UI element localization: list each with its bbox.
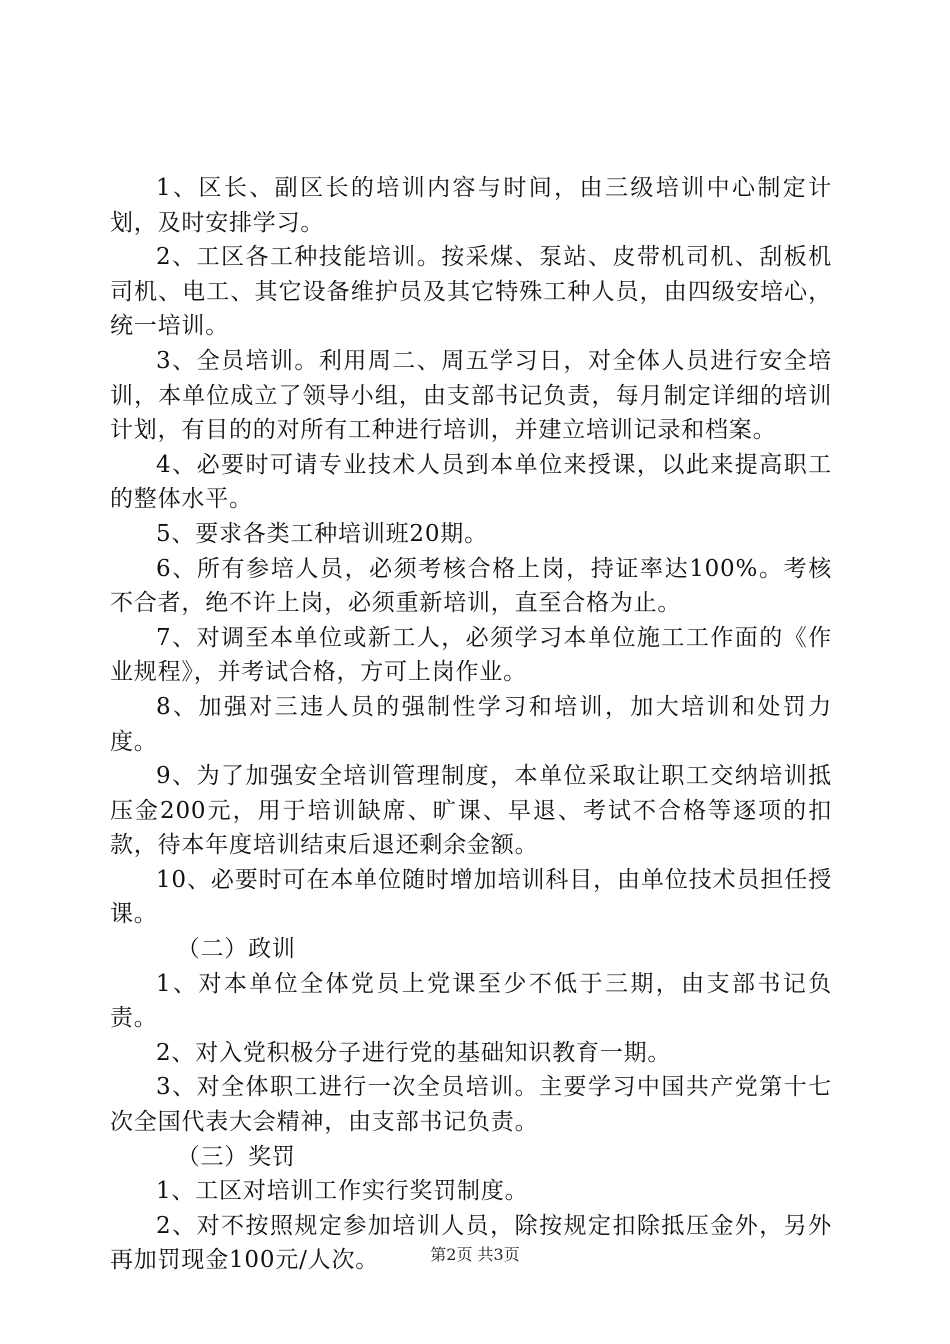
document-body [110,171,832,1278]
paragraph: 9、为了加强安全培训管理制度，本单位采取让职工交纳培训抵压金200元，用于培训缺席、旷课、早退、考试不合格等逐项的扣款，待本年度培训结束后退还剩余金额。 [110,763,832,859]
paragraph: 1、工区对培训工作实行奖罚制度。 [156,1178,529,1205]
paragraph: 3、全员培训。利用周二、周五学习日，对全体人员进行安全培训，本单位成立了领导小组，由支部书记负责，每月制定详细的培训计划，有目的的对所有工种进行培训，并建立培训记录和档案。 [110,347,832,444]
paragraph: 1、对本单位全体党员上党课至少不低于三期，由支部书记负责。 [110,970,832,1032]
paragraph: 2、对不按照规定参加培训人员，除按规定扣除抵压金外，另外再加罚现金100元/人次。 [110,1212,832,1274]
paragraph: 2、对入党积极分子进行党的基础知识教育一期。 [156,1039,672,1066]
paragraph: 8、加强对三违人员的强制性学习和培训，加大培训和处罚力度。 [110,693,832,755]
section-heading-rewards: （三）奖罚 [176,1143,296,1170]
paragraph: 6、所有参培人员，必须考核合格上岗，持证率达100%。考核不合者，绝不许上岗，必须重新培训，直至合格为止。 [110,555,832,617]
paragraph: 4、必要时可请专业技术人员到本单位来授课，以此来提高职工的整体水平。 [110,451,832,513]
page-number-footer: 第2页 共3页 [430,1245,520,1264]
paragraph: 7、对调至本单位或新工人，必须学习本单位施工工作面的《作业规程》，并考试合格，方可上岗作业。 [110,624,832,686]
paragraph: 1、区长、副区长的培训内容与时间，由三级培训中心制定计划，及时安排学习。 [110,175,832,236]
section-heading-politics: （二）政训 [176,936,296,963]
paragraph: 10、必要时可在本单位随时增加培训科目，由单位技术员担任授课。 [110,866,832,928]
paragraph: 5、要求各类工种培训班20期。 [156,520,488,547]
paragraph: 2、工区各工种技能培训。按采煤、泵站、皮带机司机、刮板机司机、电工、其它设备维护员及其它特殊工种人员，由四级安培心，统一培训。 [110,244,832,340]
paragraph: 3、对全体职工进行一次全员培训。主要学习中国共产党第十七次全国代表大会精神，由支部书记负责。 [110,1074,832,1136]
